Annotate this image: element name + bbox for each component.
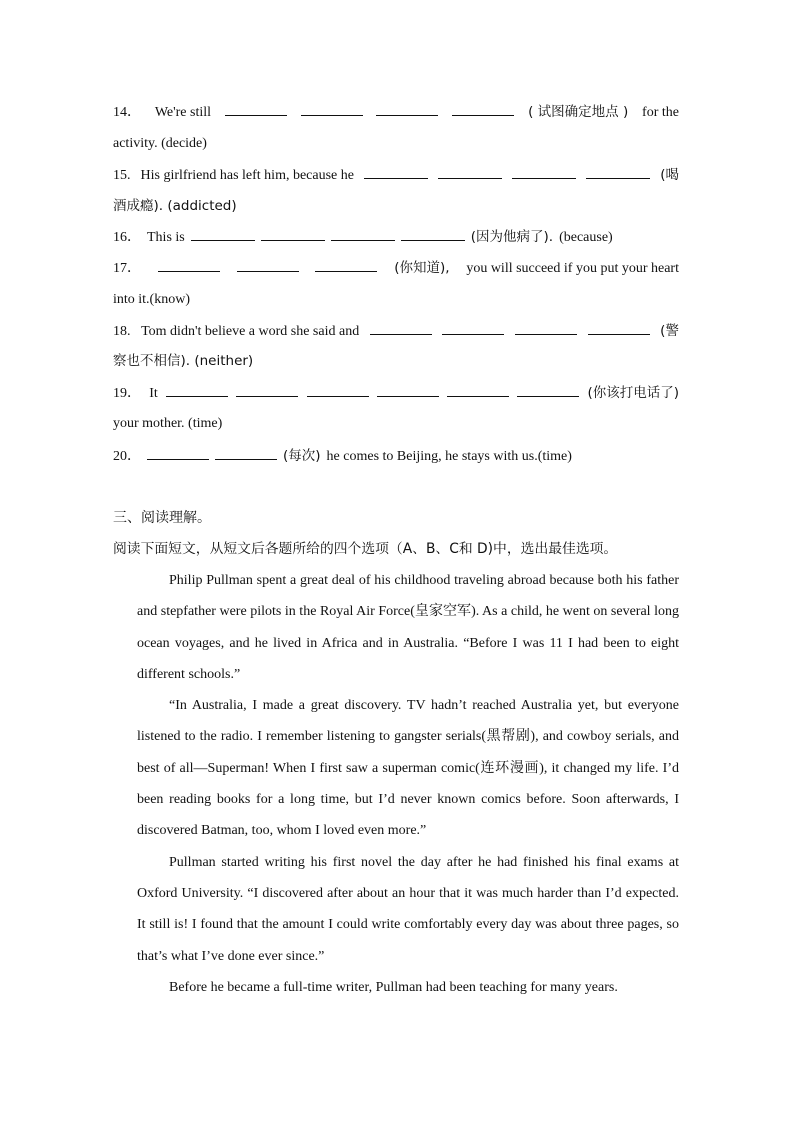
answer-blank[interactable] [301,103,363,116]
question-text: (because) [559,230,613,245]
answer-blank[interactable] [512,166,576,179]
answer-blank[interactable] [147,447,209,460]
answer-blank[interactable] [376,103,438,116]
answer-blank[interactable] [370,322,432,335]
question-16 [113,228,679,247]
reading-passage [137,565,679,1003]
question-text: into it.(know) [113,292,190,307]
answer-blank[interactable] [452,103,514,116]
question-number: 14． [113,105,141,120]
question-text: activity. (decide) [113,136,207,151]
answer-blank[interactable] [588,322,650,335]
chinese-hint: (你该打电话了) [587,385,679,401]
answer-blank[interactable] [225,103,287,116]
passage-paragraph: “In Australia, I made a great discovery. TV hadn’t reached Australia yet, but everyone listened to the radio. I remember listening to gangster serials(黑帮剧), and cowboy serials, and best of all—Superman! When I first saw a superman comic(连环漫画), it changed my life. I’d been reading books for a long time, but I’d never known comics before. Soon afterwards, I discovered Batman, too, whom I loved even more.” [137,698,679,839]
answer-blank[interactable] [447,384,509,397]
section-title [113,509,679,527]
question-text: We're still [154,105,212,120]
chinese-hint: (喝 [660,167,679,183]
question-14-continued [113,135,679,153]
question-number: 15. [113,168,131,183]
answer-blank[interactable] [315,259,377,272]
question-19 [113,384,679,403]
answer-blank[interactable] [191,228,255,241]
passage-paragraph: Before he became a full-time writer, Pullman had been teaching for many years. [169,979,618,995]
answer-blank[interactable] [401,228,465,241]
answer-blank[interactable] [517,384,579,397]
question-text: Tom didn't believe a word she said and [141,324,360,339]
answer-blank[interactable] [515,322,577,335]
question-19-continued [113,415,679,433]
question-number: 16． [113,230,141,245]
answer-blank[interactable] [377,384,439,397]
chinese-hint: (警 [660,323,679,339]
question-text: It [149,386,158,401]
passage-paragraph: Pullman started writing his first novel the day after he had finished his final exams at Oxford University. “I discovered after about an hour that it was much harder than I’d expected. It still is! I found that the amount I could write comfortably every day was about three pages, so that’s what I’ve done ever since.” [137,854,679,964]
question-20 [113,447,679,466]
section-instruction-text: 阅读下面短文，从短文后各题所给的四个选项（A、B、C和 D)中，选出最佳选项。 [113,541,618,557]
answer-blank[interactable] [364,166,428,179]
question-18-continued [113,352,679,370]
question-15-continued [113,197,679,215]
question-17-continued [113,291,679,309]
question-number: 17． [113,261,141,276]
question-15 [113,166,679,185]
question-14 [113,103,679,122]
answer-blank[interactable] [331,228,395,241]
section-instruction [113,540,693,558]
chinese-hint: ( 试图确定地点 ) [528,104,629,120]
question-text: 察也不相信). (neither) [113,353,254,369]
question-text: for the [642,105,679,120]
question-text: 酒成瘾). (addicted) [113,198,237,214]
answer-blank[interactable] [442,322,504,335]
question-number: 19． [113,386,141,401]
question-text: This is [147,230,185,245]
question-text: your mother. (time) [113,416,223,431]
chinese-hint: (每次) [283,448,321,464]
section-title-text: 三、阅读理解。 [113,510,211,526]
question-17 [113,259,679,278]
answer-blank[interactable] [158,259,220,272]
chinese-hint: (你知道), [394,260,450,276]
passage-paragraph: Philip Pullman spent a great deal of his childhood traveling abroad because both his father and stepfather were pilots in the Royal Air Force(皇家空军). As a child, he went on several long ocean voyages, and he lived in Africa and in Australia. “Before I was 11 I had been to eight different schools.” [137,573,679,682]
answer-blank[interactable] [307,384,369,397]
question-number: 18. [113,324,131,339]
answer-blank[interactable] [166,384,228,397]
question-text: you will succeed if you put your heart [466,261,679,276]
question-number: 20． [113,449,141,464]
answer-blank[interactable] [261,228,325,241]
chinese-hint: (因为他病了). [470,229,554,245]
answer-blank[interactable] [438,166,502,179]
question-text: His girlfriend has left him, because he [140,168,354,183]
answer-blank[interactable] [236,384,298,397]
answer-blank[interactable] [215,447,277,460]
answer-blank[interactable] [237,259,299,272]
answer-blank[interactable] [586,166,650,179]
question-text: he comes to Beijing, he stays with us.(time) [326,449,572,464]
question-18 [113,322,679,341]
